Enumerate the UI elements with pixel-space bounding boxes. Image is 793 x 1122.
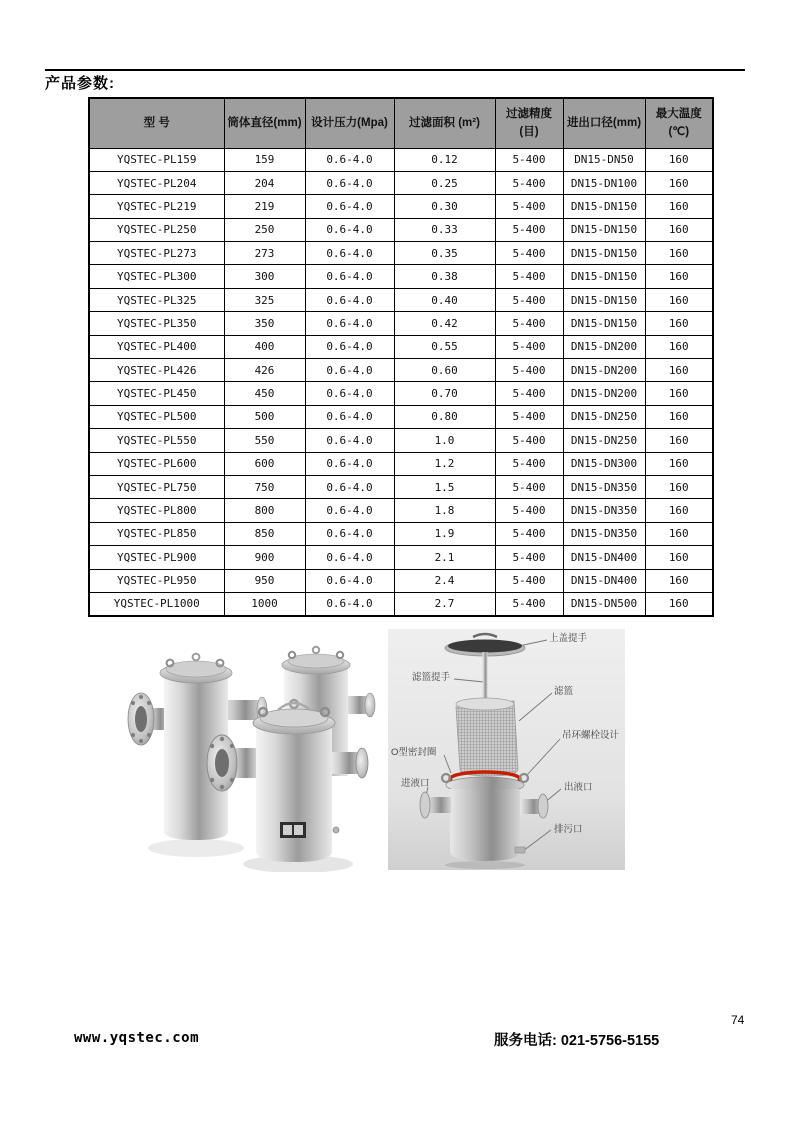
table-cell: YQSTEC-PL350 [89,312,224,335]
table-cell: YQSTEC-PL219 [89,195,224,218]
table-cell: 0.38 [394,265,495,288]
table-cell: 0.60 [394,359,495,382]
table-cell: YQSTEC-PL900 [89,546,224,569]
table-cell: 250 [224,218,305,241]
table-cell: 5-400 [495,335,563,358]
table-cell: DN15-DN150 [563,288,645,311]
table-cell: 1000 [224,592,305,615]
table-cell: 1.2 [394,452,495,475]
table-cell: DN15-DN350 [563,522,645,545]
table-cell: YQSTEC-PL159 [89,148,224,171]
column-header-filter-precision: 过滤精度 (目) [495,98,563,148]
table-cell: 160 [645,405,713,428]
table-cell: YQSTEC-PL250 [89,218,224,241]
table-cell: 160 [645,242,713,265]
table-cell: 1.0 [394,429,495,452]
table-cell: 160 [645,592,713,615]
table-row [89,242,713,265]
column-header-filter-area: 过滤面积 (m²) [394,98,495,148]
footer-website: www.yqstec.com [74,1030,200,1046]
table-cell: 426 [224,359,305,382]
table-cell: 5-400 [495,522,563,545]
table-cell: 1.5 [394,475,495,498]
table-row [89,405,713,428]
table-cell: DN15-DN300 [563,452,645,475]
table-cell: 5-400 [495,382,563,405]
table-cell: 0.6-4.0 [305,265,394,288]
table-cell: DN15-DN150 [563,265,645,288]
column-header-body-diameter: 筒体直径(mm) [224,98,305,148]
table-cell: YQSTEC-PL800 [89,499,224,522]
table-row [89,171,713,194]
table-cell: 160 [645,218,713,241]
table-row [89,335,713,358]
table-cell: 950 [224,569,305,592]
table-cell: 0.6-4.0 [305,218,394,241]
table-cell: 750 [224,475,305,498]
table-cell: YQSTEC-PL850 [89,522,224,545]
table-cell: 5-400 [495,546,563,569]
table-cell: 5-400 [495,429,563,452]
table-cell: DN15-DN500 [563,592,645,615]
table-cell: DN15-DN200 [563,382,645,405]
table-cell: 550 [224,429,305,452]
table-cell: DN15-DN150 [563,312,645,335]
table-cell: 325 [224,288,305,311]
table-cell: 0.6-4.0 [305,288,394,311]
page-title: 产品参数: [45,75,115,92]
product-photo [108,626,384,872]
table-cell: 0.80 [394,405,495,428]
table-cell: 850 [224,522,305,545]
strainers-illustration [108,626,384,872]
table-cell: 160 [645,452,713,475]
table-cell: 600 [224,452,305,475]
table-cell: 0.6-4.0 [305,405,394,428]
table-cell: 0.6-4.0 [305,592,394,615]
table-cell: 350 [224,312,305,335]
table-cell: 0.6-4.0 [305,522,394,545]
table-cell: 0.25 [394,171,495,194]
table-cell: 5-400 [495,242,563,265]
table-cell: 0.35 [394,242,495,265]
table-row [89,592,713,615]
table-cell: 5-400 [495,359,563,382]
table-cell: DN15-DN250 [563,405,645,428]
table-cell: 160 [645,359,713,382]
table-cell: 219 [224,195,305,218]
table-cell: 900 [224,546,305,569]
table-cell: 450 [224,382,305,405]
table-cell: 5-400 [495,569,563,592]
table-cell: 5-400 [495,405,563,428]
exploded-diagram [388,629,625,870]
table-cell: DN15-DN50 [563,148,645,171]
table-cell: 0.6-4.0 [305,429,394,452]
label-drain: 排污口 [554,824,583,835]
table-cell: 273 [224,242,305,265]
table-body [89,148,713,616]
table-cell: DN15-DN200 [563,335,645,358]
column-header-design-pressure: 设计压力(Mpa) [305,98,394,148]
table-cell: YQSTEC-PL550 [89,429,224,452]
table-cell: 5-400 [495,195,563,218]
table-row [89,475,713,498]
table-cell: 0.6-4.0 [305,195,394,218]
table-cell: YQSTEC-PL400 [89,335,224,358]
table-cell: 0.12 [394,148,495,171]
table-cell: 160 [645,335,713,358]
table-cell: 5-400 [495,312,563,335]
table-cell: 0.6-4.0 [305,148,394,171]
table-row [89,265,713,288]
table-cell: 160 [645,382,713,405]
table-cell: 0.30 [394,195,495,218]
table-row [89,288,713,311]
table-row [89,218,713,241]
label-top-cover-handle: 上盖提手 [549,633,588,644]
table-cell: 1.8 [394,499,495,522]
table-cell: YQSTEC-PL1000 [89,592,224,615]
label-o-ring: O型密封圈 [391,747,437,758]
table-cell: YQSTEC-PL950 [89,569,224,592]
column-header-max-temp: 最大温度 (℃) [645,98,713,148]
table-cell: 2.4 [394,569,495,592]
table-cell: DN15-DN150 [563,195,645,218]
table-row [89,546,713,569]
table-cell: 0.6-4.0 [305,546,394,569]
table-row [89,312,713,335]
table-cell: DN15-DN400 [563,546,645,569]
table-cell: YQSTEC-PL325 [89,288,224,311]
table-row [89,382,713,405]
table-cell: 160 [645,265,713,288]
table-cell: 5-400 [495,218,563,241]
table-cell: 5-400 [495,592,563,615]
label-eye-bolt-design: 吊环螺栓设计 [562,730,620,741]
table-cell: 0.40 [394,288,495,311]
table-cell: DN15-DN200 [563,359,645,382]
table-cell: 2.1 [394,546,495,569]
table-cell: DN15-DN150 [563,218,645,241]
column-header-model: 型 号 [89,98,224,148]
label-inlet: 进液口 [401,778,430,789]
label-basket: 滤篮 [554,686,574,697]
table-cell: 5-400 [495,148,563,171]
table-row [89,359,713,382]
table-row [89,452,713,475]
table-cell: 204 [224,171,305,194]
table-row [89,569,713,592]
table-cell: 500 [224,405,305,428]
table-row [89,522,713,545]
table-cell: 0.70 [394,382,495,405]
table-cell: 160 [645,195,713,218]
table-cell: 0.6-4.0 [305,359,394,382]
table-cell: 0.6-4.0 [305,242,394,265]
parameters-table [88,97,714,617]
table-cell: YQSTEC-PL273 [89,242,224,265]
table-cell: 0.6-4.0 [305,569,394,592]
table-cell: 0.6-4.0 [305,335,394,358]
table-cell: DN15-DN150 [563,242,645,265]
table-cell: 300 [224,265,305,288]
table-row [89,195,713,218]
table-cell: 0.6-4.0 [305,382,394,405]
table-cell: 5-400 [495,265,563,288]
table-cell: YQSTEC-PL600 [89,452,224,475]
table-cell: 0.42 [394,312,495,335]
label-basket-handle: 滤篮提手 [412,672,451,683]
table-cell: 0.6-4.0 [305,171,394,194]
table-cell: YQSTEC-PL450 [89,382,224,405]
table-header-row [89,98,713,148]
label-outlet: 出液口 [564,782,593,793]
table-cell: 160 [645,171,713,194]
table-cell: 1.9 [394,522,495,545]
table-cell: YQSTEC-PL750 [89,475,224,498]
table-cell: 0.6-4.0 [305,499,394,522]
table-cell: 2.7 [394,592,495,615]
table-cell: 160 [645,288,713,311]
table-cell: 800 [224,499,305,522]
table-cell: 5-400 [495,452,563,475]
table-cell: YQSTEC-PL204 [89,171,224,194]
top-rule [45,69,745,71]
table-cell: 160 [645,569,713,592]
table-cell: 5-400 [495,171,563,194]
table-row [89,429,713,452]
table-cell: 0.33 [394,218,495,241]
table-cell: 0.6-4.0 [305,312,394,335]
table-cell: DN15-DN250 [563,429,645,452]
table-row [89,499,713,522]
table-cell: 5-400 [495,288,563,311]
table-row [89,148,713,171]
table-cell: 5-400 [495,499,563,522]
table-cell: 160 [645,312,713,335]
table-cell: YQSTEC-PL426 [89,359,224,382]
table-cell: DN15-DN350 [563,475,645,498]
table-cell: DN15-DN350 [563,499,645,522]
table-cell: 160 [645,499,713,522]
table-cell: 160 [645,475,713,498]
table-cell: YQSTEC-PL300 [89,265,224,288]
table-cell: 400 [224,335,305,358]
table-cell: DN15-DN100 [563,171,645,194]
table-cell: YQSTEC-PL500 [89,405,224,428]
table-cell: 0.55 [394,335,495,358]
table-cell: 160 [645,148,713,171]
table-cell: 159 [224,148,305,171]
page-number: 74 [731,1013,745,1027]
table-cell: 0.6-4.0 [305,475,394,498]
column-header-port-size: 进出口径(mm) [563,98,645,148]
table-cell: DN15-DN400 [563,569,645,592]
table-cell: 160 [645,546,713,569]
table-cell: 160 [645,429,713,452]
table-cell: 5-400 [495,475,563,498]
table-cell: 0.6-4.0 [305,452,394,475]
table-cell: 160 [645,522,713,545]
footer-service-phone: 服务电话: 021-5756-5155 [494,1033,660,1049]
